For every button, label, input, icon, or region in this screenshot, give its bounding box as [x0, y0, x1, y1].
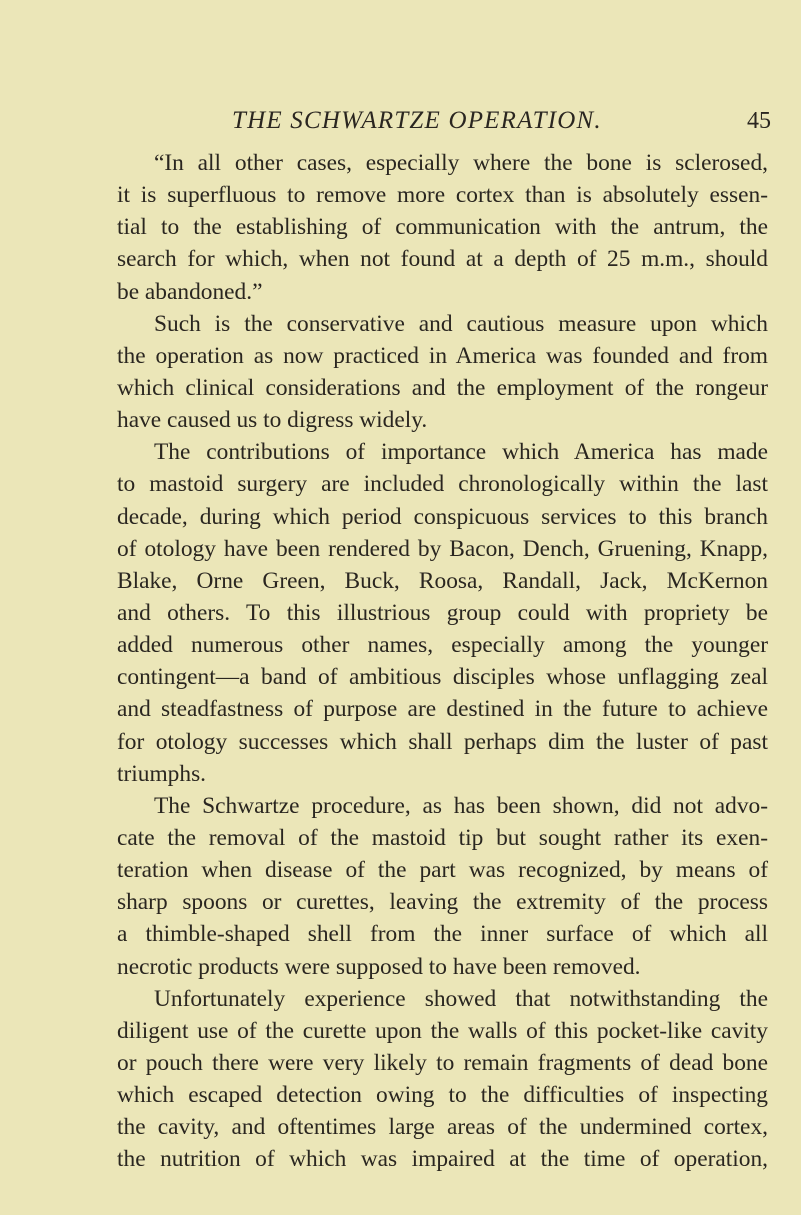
text-line: be abandoned.”	[117, 278, 263, 305]
running-head	[232, 104, 771, 138]
text-line: to mastoid surgery are included chronologically within the last	[117, 471, 768, 498]
text-line: the cavity, and oftentimes large areas of the undermined cortex,	[117, 1114, 768, 1141]
text-line: the nutrition of which was impaired at the time of operation,	[117, 1146, 768, 1173]
text-line: search for which, when not found at a depth of 25 m.m., should	[117, 246, 768, 273]
running-title: THE SCHWARTZE OPERATION.	[232, 107, 602, 134]
text-line: which clinical considerations and the employment of the rongeur	[117, 374, 768, 401]
text-line: decade, during which period conspicuous services to this branch	[117, 503, 768, 530]
text-line: contingent—a band of ambitious disciples whose unflagging zeal	[117, 664, 768, 691]
text-line: which escaped detection owing to the difficulties of inspecting	[117, 1082, 768, 1109]
text-line: Unfortunately experience showed that notwithstanding the	[154, 985, 768, 1012]
text-line: triumphs.	[117, 760, 207, 787]
text-line: Blake, Orne Green, Buck, Roosa, Randall, Jack, McKernon	[117, 567, 768, 594]
text-line: “In all other cases, especially where the bone is sclerosed,	[154, 150, 768, 176]
text-line: sharp spoons or curettes, leaving the extremity of the process	[117, 889, 768, 916]
text-line: The contributions of importance which America has made	[154, 439, 768, 466]
text-line: of otology have been rendered by Bacon, Dench, Gruening, Knapp,	[117, 535, 768, 562]
text-line: Such is the conservative and cautious measure upon which	[154, 310, 768, 337]
text-line: added numerous other names, especially among the younger	[117, 632, 768, 659]
text-line: teration when disease of the part was recognized, by means of	[117, 857, 768, 884]
text-line: diligent use of the curette upon the walls of this pocket-like cavity	[117, 1017, 768, 1044]
page-number: 45	[747, 108, 771, 134]
text-line: cate the removal of the mastoid tip but sought rather its exen-	[117, 824, 768, 851]
text-line: and others. To this illustrious group could with propriety be	[117, 599, 768, 626]
text-line: the operation as now practiced in America was founded and from	[117, 342, 768, 369]
text-line: tial to the establishing of communication with the antrum, the	[117, 214, 768, 241]
text-line: it is superfluous to remove more cortex than is absolutely essen-	[117, 182, 768, 209]
text-line: or pouch there were very likely to remain fragments of dead bone	[117, 1049, 768, 1076]
text-line: a thimble-shaped shell from the inner surface of which all	[117, 921, 768, 948]
text-line: The Schwartze procedure, as has been shown, did not advo-	[154, 792, 768, 819]
text-line: for otology successes which shall perhaps dim the luster of past	[117, 728, 768, 755]
text-line: have caused us to digress widely.	[117, 407, 428, 434]
text-line: necrotic products were supposed to have been removed.	[117, 953, 641, 980]
text-line: and steadfastness of purpose are destined in the future to achieve	[117, 696, 768, 723]
body-text	[117, 147, 768, 1176]
